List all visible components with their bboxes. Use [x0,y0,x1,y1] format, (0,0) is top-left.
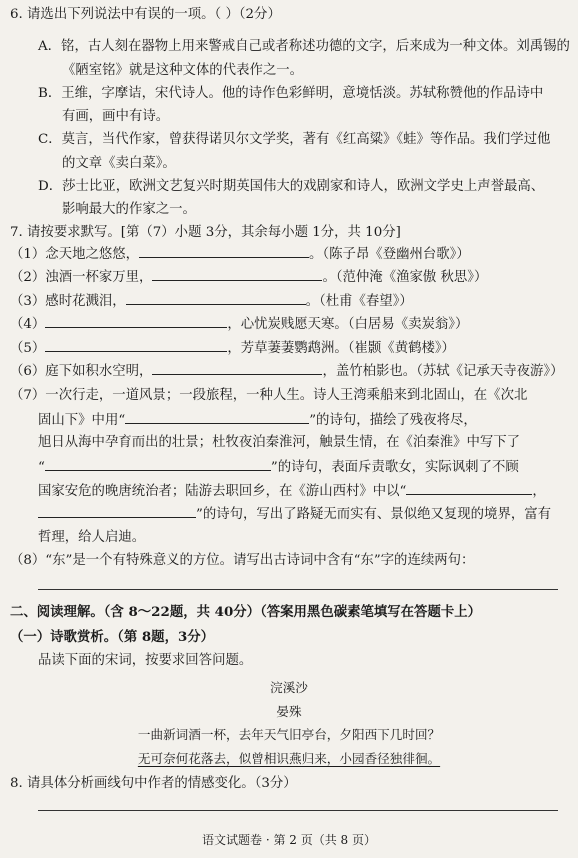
answer-blank[interactable] [406,482,532,495]
q7-item-4: （4） ，心忧炭贱愿天寒。（白居易《卖炭翁》） [10,317,469,332]
q6-option-a-line1: A．铭，古人刻在器物上用来警戒自己或者称述功德的文字，后来成为一种文体。刘禹锡的 [38,39,570,54]
answer-blank[interactable] [45,458,271,471]
q7-item-5: （5） ，芳草萋萋鹦鹉洲。（崔颢《黄鹤楼》） [10,341,455,356]
answer-blank[interactable] [38,505,196,518]
poem-title: 浣溪沙 [270,680,308,695]
section-2-title: 二、阅读理解。（含 8～22题，共 40分）（答案用黑色碳素笔填写在答题卡上） [10,604,482,620]
q6-option-c-line1: C．莫言，当代作家，曾获得诺贝尔文学奖，著有《红高粱》《蛙》等作品。我们学过他 [38,132,551,147]
q6-option-b-line2: 有画，画中有诗。 [62,109,170,124]
q6-option-a-line2: 《陋室铭》就是这种文体的代表作之一。 [62,63,304,78]
answer-blank[interactable] [152,268,322,281]
poem-author: 晏殊 [276,704,302,719]
section-2-subsection-1: （一）诗歌赏析。（第 8题，3分） [10,629,215,645]
answer-blank[interactable] [125,411,309,424]
page-footer: 语文试题卷 · 第 2 页（共 8 页） [202,833,376,847]
poem-line-1: 一曲新词酒一杯，去年天气旧亭台，夕阳西下几时回？ [137,727,441,742]
q7-item-7-line4: “ ”的诗句，表面斥责歌女，实际讽刺了不顾 [38,460,519,475]
q7-item-8: （8）“东”是一个有特殊意义的方位。请写出古诗词中含有“东”字的连续两句： [10,553,475,568]
answer-blank[interactable] [126,292,306,305]
q7-item-7-line7: 哲理，给人启迪。 [38,530,146,545]
q7-item-3: （3）感时花溅泪， 。（杜甫《春望》） [10,294,413,309]
q7-item-1: （1）念天地之悠悠， 。（陈子昂《登幽州台歌》） [10,247,470,262]
q7-item-7-line6: ”的诗句，写出了路疑无而实有、景似绝又复现的境界，富有 [38,505,551,523]
q7-item-7-line3: 旭日从海中孕育而出的壮景；杜牧夜泊秦淮河，触景生情，在《泊秦淮》中写下了 [38,435,521,450]
q8-stem: 8. 请具体分析画线句中作者的情感变化。（3分） [10,776,297,791]
answer-blank[interactable] [45,315,227,328]
q6-option-d-line2: 影响最大的作家之一。 [62,202,196,217]
q7-item-7-line2: 固山下》中用“ ”的诗句，描绘了残夜将尽， [38,413,477,428]
q6-option-b-line1: B．王维，字摩诘，宋代诗人。他的诗作色彩鲜明，意境恬淡。苏轼称赞他的作品诗中 [38,86,544,101]
q7-item-7-line5: 国家安危的晚唐统治者；陆游去职回乡，在《游山西村》中以“ ， [38,484,546,499]
q7-item-7-line1: （7）一次行走，一道风景；一段旅程，一种人生。诗人王湾乘船来到北固山，在《次北 [10,388,528,403]
q7-item-6: （6）庭下如积水空明， ，盖竹柏影也。（苏轼《记承天寺夜游》） [10,364,564,379]
q6-stem: 6. 请选出下列说法中有误的一项。（ ）（2分） [10,7,281,22]
answer-line[interactable] [38,589,558,590]
poem-line-2-underlined: 无可奈何花落去，似曾相识燕归来，小园香径独徘徊。 [137,751,441,766]
answer-blank[interactable] [139,245,309,258]
answer-blank[interactable] [152,362,322,375]
section-2-intro: 品读下面的宋词，按要求回答问题。 [38,653,253,668]
q7-stem: 7. 请按要求默写。[第（7）小题 3分，其余每小题 1分，共 10分] [10,225,401,240]
answer-blank[interactable] [45,339,227,352]
q7-item-2: （2）浊酒一杯家万里， 。（范仲淹《渔家傲 秋思》） [10,270,488,285]
q6-option-d-line1: D．莎士比亚，欧洲文艺复兴时期英国伟大的戏剧家和诗人，欧洲文学史上声誉最高、 [38,179,545,194]
answer-line[interactable] [38,810,558,811]
q6-option-c-line2: 的文章《卖白菜》。 [62,156,176,171]
